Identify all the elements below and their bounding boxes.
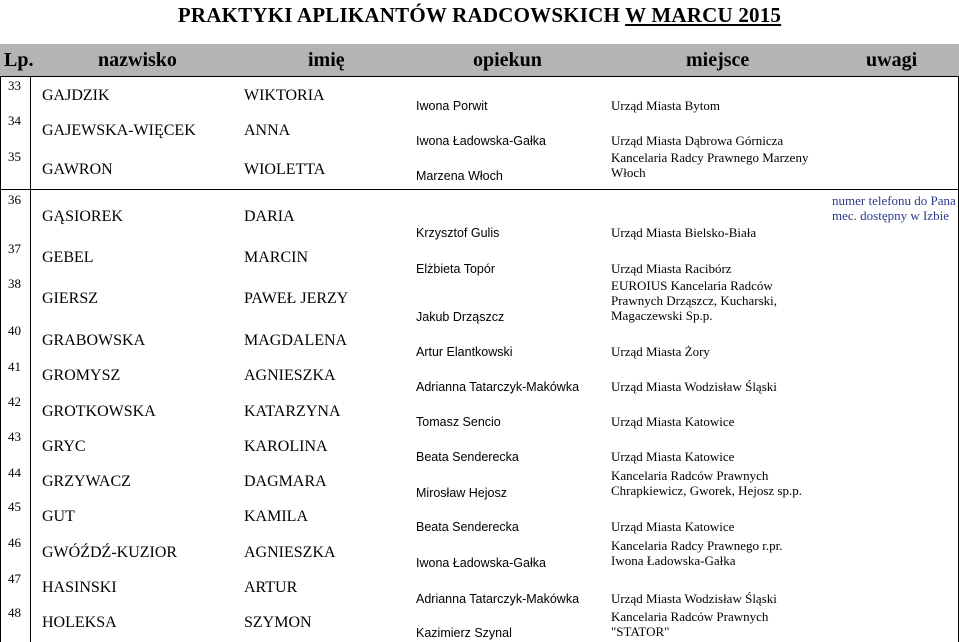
row-imie: KATARZYNA [244,403,341,420]
row-opiekun: Adrianna Tatarczyk-Makówka [416,592,580,606]
header-nazwisko: nazwisko [98,49,177,71]
header-opiekun: opiekun [473,49,542,71]
row-imie: ARTUR [244,579,298,596]
row-miejsce: Urząd Miasta Katowice [611,449,735,464]
row-miejsce: Urząd Miasta Katowice [611,519,735,534]
row-miejsce: Urząd Miasta Wodzisław Śląski [611,379,777,394]
row-opiekun: Iwona Ładowska-Gałka [416,556,546,570]
row-nazwisko: GEBEL [42,249,94,266]
row-lp: 45 [8,499,21,514]
header-imie: imię [308,49,345,71]
grid-line [0,76,1,642]
page-title: PRAKTYKI APLIKANTÓW RADCOWSKICH W MARCU 2015 [177,3,782,27]
row-opiekun: Marzena Włoch [416,169,503,183]
row-lp: 42 [8,394,21,409]
row-miejsce: Urząd Miasta Dąbrowa Górnicza [611,133,784,148]
row-opiekun: Elżbieta Topór [416,262,495,276]
row-miejsce: Urząd Miasta Bytom [611,98,721,113]
row-lp: 34 [8,113,21,128]
row-nazwisko: GWÓŹDŹ-KUZIOR [42,544,178,561]
row-nazwisko: GIERSZ [42,290,98,307]
row-lp: 48 [8,605,21,620]
row-miejsce: Kancelaria Radcy Prawnego Marzeny Włoch [611,150,809,180]
row-nazwisko: GAJDZIK [42,87,110,104]
row-opiekun: Tomasz Sencio [416,415,501,429]
row-imie: KAMILA [244,508,308,525]
grid-line [0,189,959,190]
row-lp: 43 [8,429,21,444]
row-lp: 46 [8,535,21,550]
row-uwagi-note: numer telefonu do Pana mec. dostępny w Izbie [832,193,956,223]
row-opiekun: Artur Elantkowski [416,345,513,359]
header-lp: Lp. [4,49,34,71]
row-lp: 37 [8,241,21,256]
row-imie: KAROLINA [244,438,328,455]
row-miejsce: Kancelaria Radcy Prawnego r.pr. Iwona Ładowska-Gałka [611,538,783,568]
row-miejsce: Kancelaria Radców Prawnych "STATOR" [611,609,769,639]
grid-line [30,76,31,642]
row-lp: 40 [8,323,21,338]
row-imie: MARCIN [244,249,309,266]
row-nazwisko: HASINSKI [42,579,117,596]
row-imie: SZYMON [244,614,312,631]
row-opiekun: Adrianna Tatarczyk-Makówka [416,380,580,394]
row-nazwisko: GRABOWSKA [42,332,146,349]
row-lp: 47 [8,571,21,586]
row-nazwisko: GRZYWACZ [42,473,131,490]
row-miejsce: Urząd Miasta Katowice [611,414,735,429]
row-opiekun: Mirosław Hejosz [416,486,507,500]
row-nazwisko: GROTKOWSKA [42,403,156,420]
row-opiekun: Krzysztof Gulis [416,226,500,240]
row-imie: ANNA [244,122,291,139]
row-miejsce: Urząd Miasta Bielsko-Biała [611,225,757,240]
row-nazwisko: GUT [42,508,75,525]
row-opiekun: Beata Senderecka [416,450,519,464]
row-opiekun: Kazimierz Szynal [416,626,512,640]
row-nazwisko: GROMYSZ [42,367,121,384]
row-opiekun: Beata Senderecka [416,520,519,534]
row-opiekun: Iwona Ładowska-Gałka [416,134,546,148]
row-imie: WIKTORIA [244,87,325,104]
header-miejsce: miejsce [686,49,750,71]
row-imie: DARIA [244,208,295,225]
row-opiekun: Jakub Drząszcz [416,310,505,324]
row-opiekun: Iwona Porwit [416,99,488,113]
row-imie: MAGDALENA [244,332,348,349]
row-lp: 41 [8,359,21,374]
row-lp: 44 [8,465,21,480]
row-miejsce: Kancelaria Radców Prawnych Chrapkiewicz, Gworek, Hejosz sp.p. [611,468,802,498]
row-miejsce: Urząd Miasta Racibórz [611,261,732,276]
row-lp: 36 [8,192,21,207]
grid-line [0,76,959,77]
row-nazwisko: GĄSIOREK [42,208,123,225]
row-imie: DAGMARA [244,473,327,490]
row-nazwisko: GAWRON [42,161,113,178]
row-nazwisko: GAJEWSKA-WIĘCEK [42,122,196,139]
row-imie: PAWEŁ JERZY [244,290,349,307]
row-lp: 38 [8,276,21,291]
row-miejsce: Urząd Miasta Wodzisław Śląski [611,591,777,606]
row-lp: 33 [8,78,21,93]
row-nazwisko: HOLEKSA [42,614,117,631]
row-miejsce: EUROIUS Kancelaria Radców Prawnych Drząszcz, Kucharski, Magaczewski Sp.p. [611,278,778,323]
row-miejsce: Urząd Miasta Żory [611,344,710,359]
row-nazwisko: GRYC [42,438,86,455]
header-uwagi: uwagi [866,49,918,71]
row-imie: WIOLETTA [244,161,326,178]
row-imie: AGNIESZKA [244,367,336,384]
row-lp: 35 [8,149,21,164]
row-imie: AGNIESZKA [244,544,336,561]
table-header [0,44,959,76]
